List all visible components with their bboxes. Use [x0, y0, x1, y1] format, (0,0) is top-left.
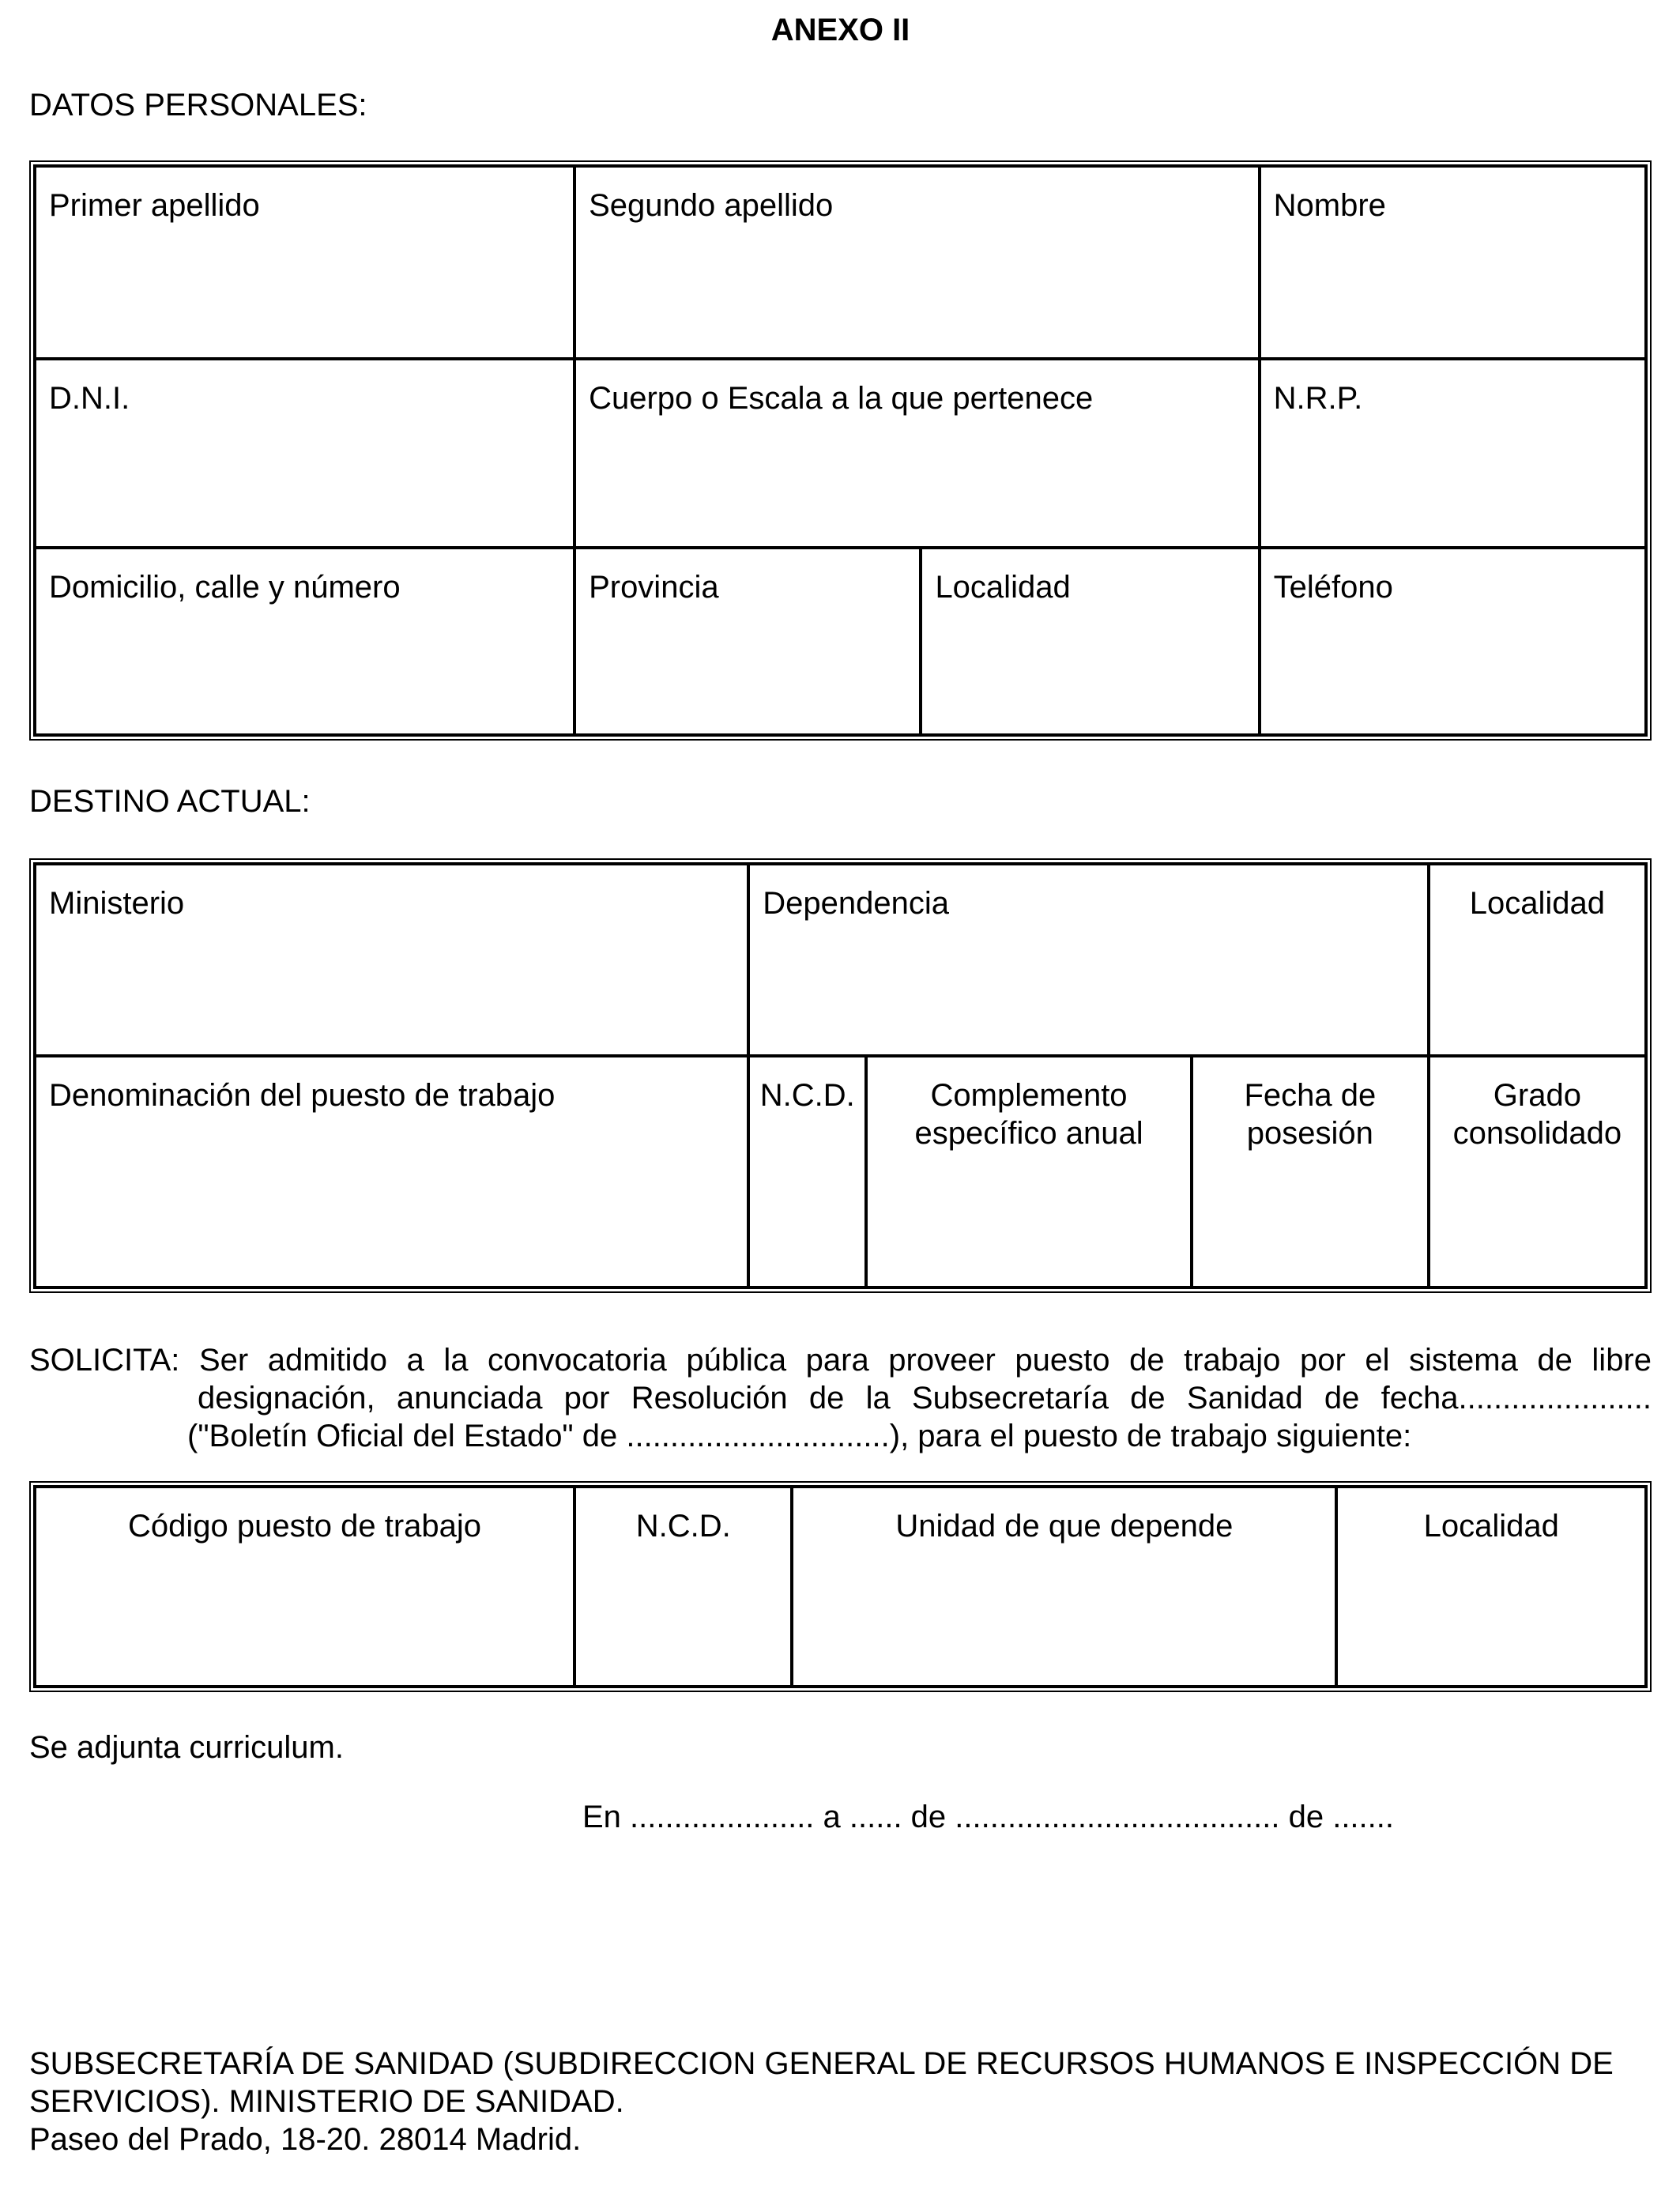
field-dependencia: Dependencia: [748, 864, 1428, 1056]
datos-personales-label: DATOS PERSONALES:: [29, 88, 367, 123]
date-line: En ..................... a ...... de ..................................... de .......: [582, 1800, 1394, 1834]
field-domicilio: Domicilio, calle y número: [35, 548, 574, 735]
field-localidad: Localidad: [921, 548, 1259, 735]
field-dni: D.N.I.: [35, 359, 574, 548]
field-ministerio: Ministerio: [35, 864, 748, 1056]
destino-actual-label: DESTINO ACTUAL:: [29, 784, 311, 819]
field-codigo-puesto: Código puesto de trabajo: [35, 1487, 574, 1687]
solicita-line-2: designación, anunciada por Resolución de la Subsecretaría de Sanidad de fecha......................: [198, 1381, 1652, 1416]
footer-line-1: SUBSECRETARÍA DE SANIDAD (SUBDIRECCION GENERAL DE RECURSOS HUMANOS E INSPECCIÓN DE: [29, 2046, 1614, 2081]
footer-address: [29, 2045, 1652, 2158]
solicita-line-1: [29, 1341, 1652, 1379]
datos-personales-table-frame: [29, 160, 1652, 741]
solicita-line-1-text: Ser admitido a la convocatoria pública para proveer puesto de trabajo por el sistema de libre: [198, 1343, 1652, 1378]
page-title: ANEXO II: [770, 13, 910, 47]
field-provincia: Provincia: [574, 548, 921, 735]
attachment-note: Se adjunta curriculum.: [29, 1730, 344, 1765]
table-row: [35, 1487, 1646, 1687]
field-fecha-posesion: Fecha de posesión: [1192, 1056, 1429, 1287]
solicita-label: SOLICITA:: [29, 1343, 180, 1378]
field-denominacion-puesto: Denominación del puesto de trabajo: [35, 1056, 748, 1287]
datos-personales-table: [33, 164, 1648, 737]
field-primer-apellido: Primer apellido: [35, 166, 574, 359]
field-unidad-depende: Unidad de que depende: [792, 1487, 1336, 1687]
field-ncd-destino: N.C.D.: [748, 1056, 866, 1287]
destino-actual-table: [33, 862, 1648, 1289]
field-segundo-apellido: Segundo apellido: [574, 166, 1260, 359]
table-row: [35, 864, 1646, 1056]
field-localidad-destino: Localidad: [1429, 864, 1646, 1056]
footer-line-3: Paseo del Prado, 18-20. 28014 Madrid.: [29, 2122, 582, 2157]
footer-line-2: SERVICIOS). MINISTERIO DE SANIDAD.: [29, 2084, 624, 2119]
table-row: [35, 166, 1646, 359]
field-complemento-especifico: Complemento específico anual: [866, 1056, 1192, 1287]
field-ncd-puesto: N.C.D.: [574, 1487, 792, 1687]
table-row: [35, 548, 1646, 735]
field-grado-consolidado: Grado consolidado: [1429, 1056, 1646, 1287]
field-nombre: Nombre: [1260, 166, 1646, 359]
destino-actual-table-frame: [29, 858, 1652, 1293]
solicita-paragraph: [29, 1341, 1652, 1455]
solicita-line-3: ("Boletín Oficial del Estado" de ..............................), para el puesto de trabajo siguiente:: [187, 1419, 1412, 1453]
puesto-solicitado-table: [33, 1485, 1648, 1688]
table-row: [35, 359, 1646, 548]
puesto-solicitado-table-frame: [29, 1481, 1652, 1692]
field-nrp: N.R.P.: [1260, 359, 1646, 548]
field-localidad-puesto: Localidad: [1336, 1487, 1646, 1687]
field-cuerpo-escala: Cuerpo o Escala a la que pertenece: [574, 359, 1260, 548]
table-row: [35, 1056, 1646, 1287]
field-telefono: Teléfono: [1260, 548, 1646, 735]
